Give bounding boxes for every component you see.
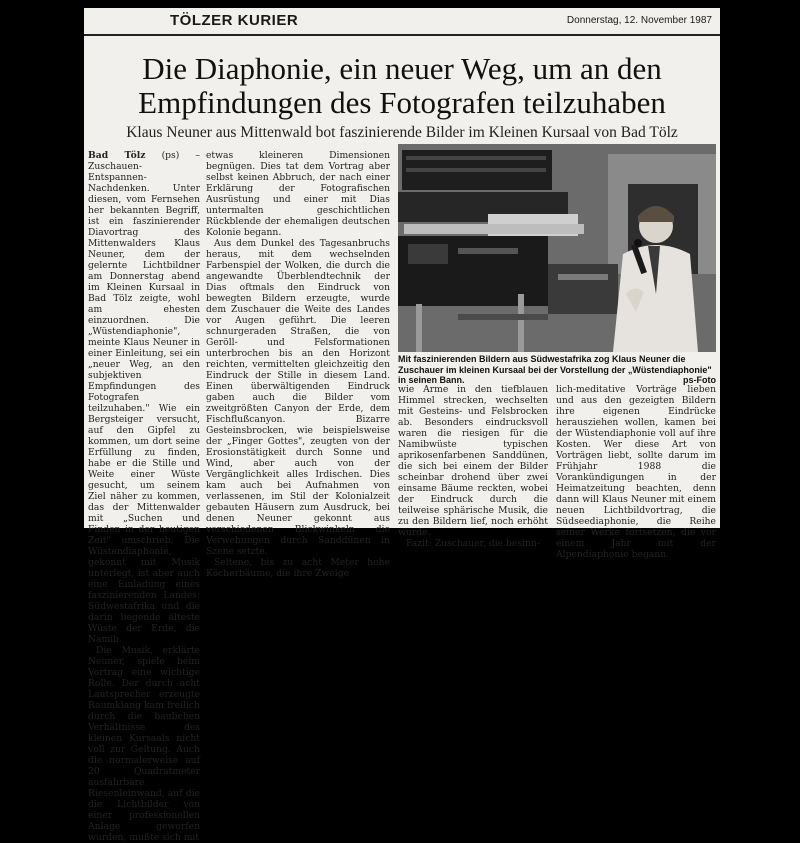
paragraph-text: (ps) – Zuschauen-Entspannen-Nachdenken. Unter diesen, vom Fernsehen her bekannten Begriff, ist ein faszinierender Diavortrag des Mittenwalders Klaus Neuner, dem der gelernte Lichtbildner am Donnerstag abend im Kleinen Kursaal in Bad Tölz zeigte, wohl am ehesten einzuordnen. Die „Wüstendiaphonie", meinte Klaus Neuner in einer Einleitung, sei ein „neuer Weg, an den subjektiven Empfindungen des Fotografen teilzuhaben." Wie ein Bergsteiger versucht, auf den Gipfel zu kommen, um dort seine Erfüllung zu finden, habe er die Stille und Weite einer Wüste gesucht, um seinem Ziel näher zu kommen, das der Mittenwalder mit „Suchen und Finden in der heutigen Zeit" umschrieb. Die Wüstendiaphonie, gekonnt mit Musik unterlegt, ist aber auch eine Einladung eines faszinierenden Landes: Südwestafrika und die darin liegende älteste Wüste der Erde, die Namib. (88, 150, 200, 645)
photo-image (398, 144, 716, 352)
article-subheadline: Klaus Neuner aus Mittenwald bot faszinierende Bilder im Kleinen Kursaal von Bad Tölz (126, 124, 678, 141)
paragraph: wie Arme in den tiefblauen Himmel strecken, wechselten mit Gesteins- und Felsbrocken ab. Besonders eindrucksvoll waren die riesigen für die Namibwüste typischen aprikosenfarbenen Sanddünen, die sich bei einem der Bilder scheinbar drohend über zwei einsame Bäume reckten, wobei der Eindruck durch die teilweise sphärische Musik, die zu den Bildern lief, noch erhöht wurde. (398, 384, 548, 538)
photo-caption (398, 354, 716, 386)
text-column-1 (88, 150, 200, 843)
paragraph: Seltene, bis zu acht Meter hohe Köcherbäume, die ihre Zweige (206, 557, 390, 579)
issue-date: Donnerstag, 12. November 1987 (566, 15, 712, 26)
caption-text: Mit faszinierenden Bildern aus Südwestafrika zog Klaus Neuner die Zuschauer im kleinen Kursaal bei der Vorstellung der „Wüstendiaphonie" in seinen Bann. (398, 354, 712, 385)
masthead (84, 8, 720, 36)
headline-line-2: Empfindungen des Fotografen teilzuhaben (138, 85, 666, 120)
article-photo (398, 144, 716, 352)
text-column-3 (398, 384, 548, 549)
dateline: Bad Tölz (88, 150, 146, 161)
paragraph: lich-meditative Vorträge lieben und aus den gezeigten Bildern ihre eigenen Eindrücke herausziehen wollen, kamen bei der Wüstendiaphonie voll auf ihre Kosten. Wer diese Art von Vorträgen liebt, sollte darum im Frühjahr 1988 die Vorankündigungen in der Heimatzeitung beachten, denn dann will Klaus Neuner mit einem neuen Lichtbildvortrag, die Südseediaphonie, die Reihe seiner Werke fortsetzen, die vor einem Jahr mit der Alpendiaphonie begann. (556, 384, 716, 560)
paragraph: etwas kleineren Dimensionen begnügen. Dies tat dem Vortrag aber selbst keinen Abbruch, der nach einer Erklärung der Fotografischen Ausrüstung und einer mit Dias untermalten geschichtlichen Rückblende der ehemaligen deutschen Kolonie begann. (206, 150, 390, 238)
article-headline (84, 52, 720, 120)
text-column-2 (206, 150, 390, 579)
paragraph (88, 150, 200, 645)
text-column-4 (556, 384, 716, 560)
headline-line-1: Die Diaphonie, ein neuer Weg, um an den (142, 51, 662, 86)
newspaper-title: TÖLZER KURIER (170, 12, 299, 29)
paragraph: Fazit: Zuschauer, die besinn- (406, 538, 540, 549)
paragraph: Die Musik, erklärte Neuner, spiele beim Vortrag eine wichtige Rolle. Der durch acht Lautsprecher erzeugte Raumklang kam freilich durch die baulichen Verhältnisse des kleinen Kursaals nicht voll zur Geltung. Auch die normalerweise auf 20 Quadratmeter ausfahrbare Riesenleinwand, auf die die Lichtbilder von einer professionellen Anlage geworfen wurden, mußte sich mit (88, 645, 200, 843)
photo-credit: ps-Foto (683, 375, 716, 385)
newspaper-clipping (84, 8, 720, 843)
paragraph: Aus dem Dunkel des Tagesanbruchs heraus, mit dem wechselnden Farbenspiel der Wolken, die durch die angewandte Überblendtechnik der Dias oftmals den Eindruck von bewegten Bildern erzeugte, wurde dem Zuschauer die Weite des Landes vor Augen geführt. Die leeren schnurgeraden Straßen, die von Geröll- und Felsformationen unterbrochen bis an den Horizont reichten, vermittelten gleichzeitig den Eindruck der Stille in diesem Land. Einen überwältigenden Eindruck gaben auch die Bilder vom zweitgrößten Canyon der Erde, dem Fischflußcanyon. Bizarre Gesteinsbrocken, wie beispielsweise der „Finger Gottes", zeugten von der Erosionstätigkeit durch Sonne und Wind, aber auch von der Vergänglichkeit alles Irdischen. Dies kam auch bei Aufnahmen von verlassenen, im Stil der Kolonialzeit gebauten Häusern zum Ausdruck, bei denen Neuner gekonnt aus verschiedenen Blickwinkeln die Verwehungen durch Sanddünen in Szene setzte. (206, 238, 390, 557)
